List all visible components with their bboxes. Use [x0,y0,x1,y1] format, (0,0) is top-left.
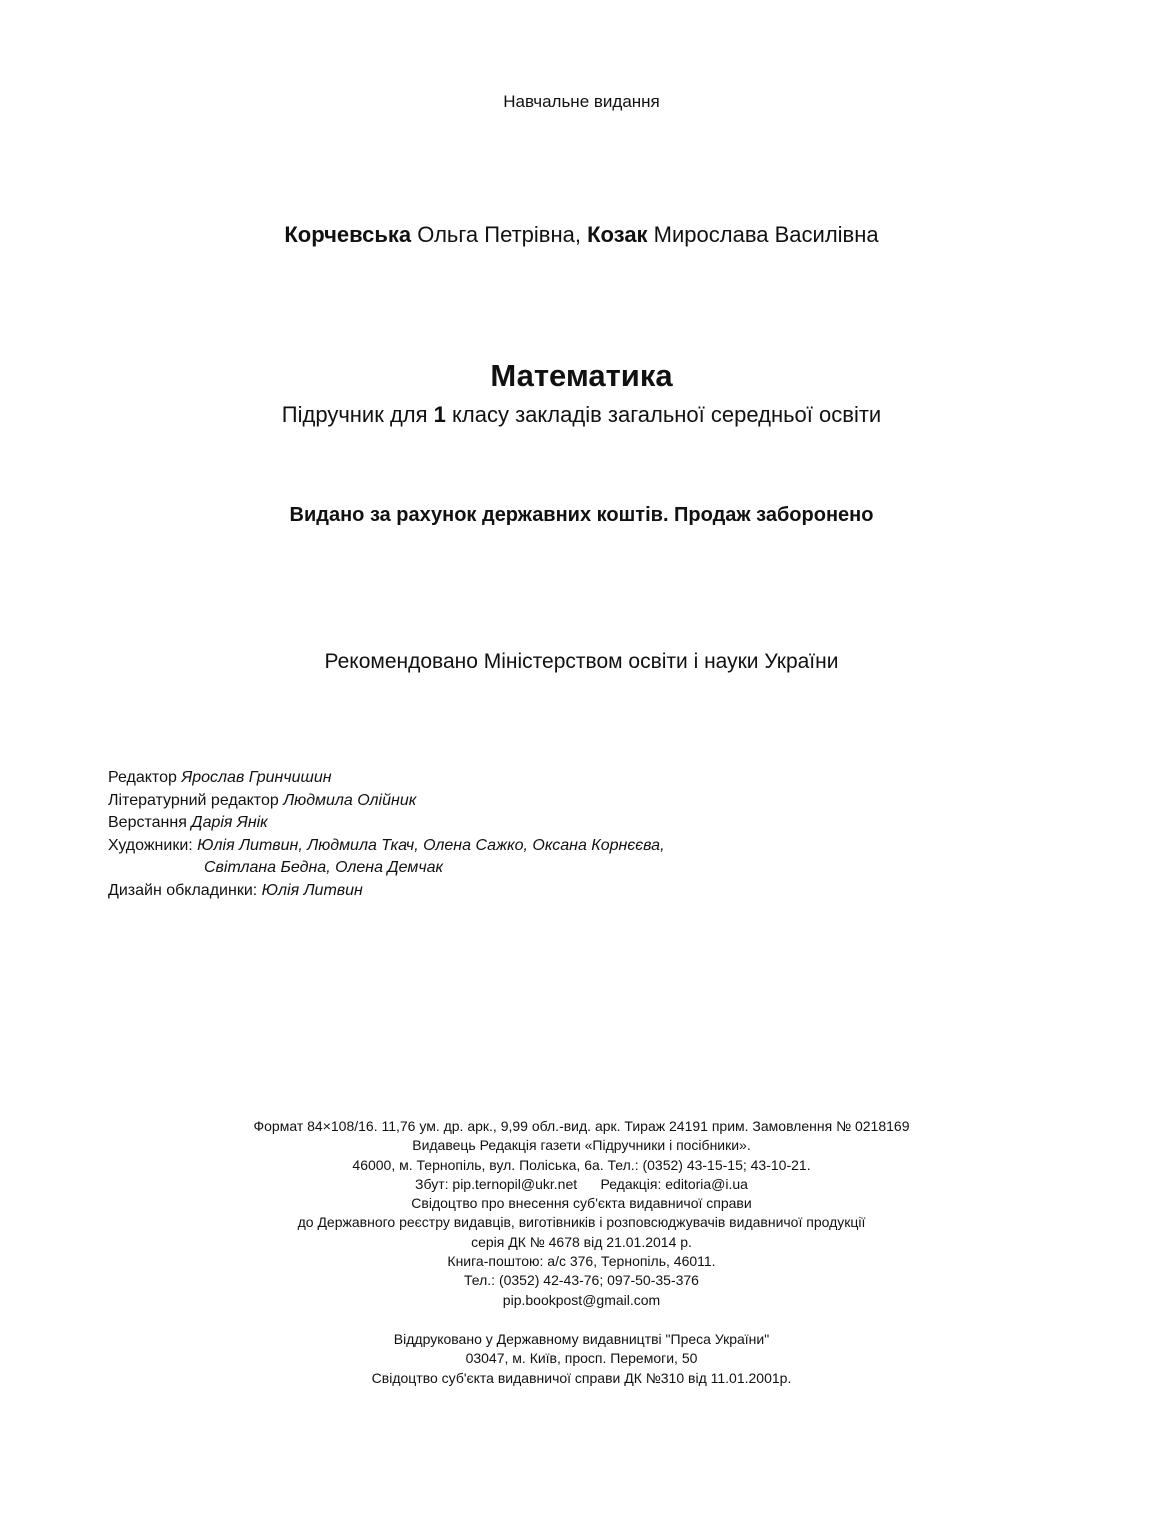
book-subtitle [0,402,1163,428]
imprint-spacer [0,1310,1163,1330]
author2-name: Мирослава Василівна [647,222,879,247]
imprint-line: Тел.: (0352) 42-43-76; 097-50-35-376 [464,1272,699,1289]
author1-name: Ольга Петрівна, [411,222,588,247]
imprint-line: 46000, м. Тернопіль, вул. Поліська, 6а. Тел.: (0352) 43-15-15; 43-10-21. [352,1156,811,1173]
imprint-line: pip.bookpost@gmail.com [502,1291,661,1308]
imprint-line: Свідоцтво про внесення суб'єкта видавничої справи [411,1195,752,1212]
printer-line: 03047, м. Київ, просп. Перемоги, 50 [465,1350,698,1367]
printer-line: Віддруковано у Державному видавництві "Преса України" [393,1330,770,1347]
credit-artists [108,835,665,858]
credit-editor [108,767,665,790]
edition-type: Навчальне видання [503,92,660,111]
credit-artists-continued [108,857,665,880]
subtitle-part1: Підручник для [281,402,434,427]
artists-line2: Світлана Бедна, Олена Демчак [204,859,444,876]
credits-block [108,767,665,902]
credit-layout [108,812,665,835]
funding-notice: Видано за рахунок державних коштів. Продаж заборонено [289,504,874,526]
printer-line: Свідоцтво суб'єкта видавничої справи ДК №310 від 11.01.2001р. [371,1369,792,1386]
ministry-recommendation: Рекомендовано Міністерством освіти і науки України [324,650,839,673]
editor-label: Редактор [108,769,182,786]
imprint-line: серія ДК № 4678 від 21.01.2014 р. [471,1233,692,1250]
subtitle-part2: класу закладів загальної середньої освіти [445,402,882,427]
book-title: Математика [490,358,673,393]
editor-name: Ярослав Гринчишин [181,769,332,786]
authors-line [0,222,1163,248]
credit-lit-editor [108,790,665,813]
artists-label: Художники: [108,836,198,854]
cover-label: Дизайн обкладинки: [108,881,262,899]
imprint-line: Збут: pip.ternopil@ukr.net Редакція: editoria@i.ua [415,1175,748,1192]
artists-line1: Юлія Литвин, Людмила Ткач, Олена Сажко, Оксана Корнєєва, [197,836,665,854]
lit-editor-name: Людмила Олійник [283,791,417,809]
imprint-line: Книга-поштою: а/с 376, Тернопіль, 46011. [447,1253,716,1270]
imprint-line: Формат 84×108/16. 11,76 ум. др. арк., 9,99 обл.-вид. арк. Тираж 24191 прим. Замовлення № 0218169 [253,1118,910,1134]
imprint-line: Видавець Редакція газети «Підручники і посібники». [412,1137,751,1154]
layout-name: Дарія Янік [191,814,268,831]
author1-surname: Корчевська [284,222,412,247]
imprint-line: до Державного реєстру видавців, виготівників і розповсюджувачів видавничої продукції [297,1214,866,1231]
subtitle-grade: 1 [433,402,446,427]
layout-label: Верстання [108,814,192,831]
cover-name: Юлія Литвин [261,881,363,899]
lit-editor-label: Літературний редактор [108,791,284,809]
imprint-block [0,1117,1163,1388]
credit-cover [108,880,665,903]
author2-surname: Козак [587,222,648,247]
